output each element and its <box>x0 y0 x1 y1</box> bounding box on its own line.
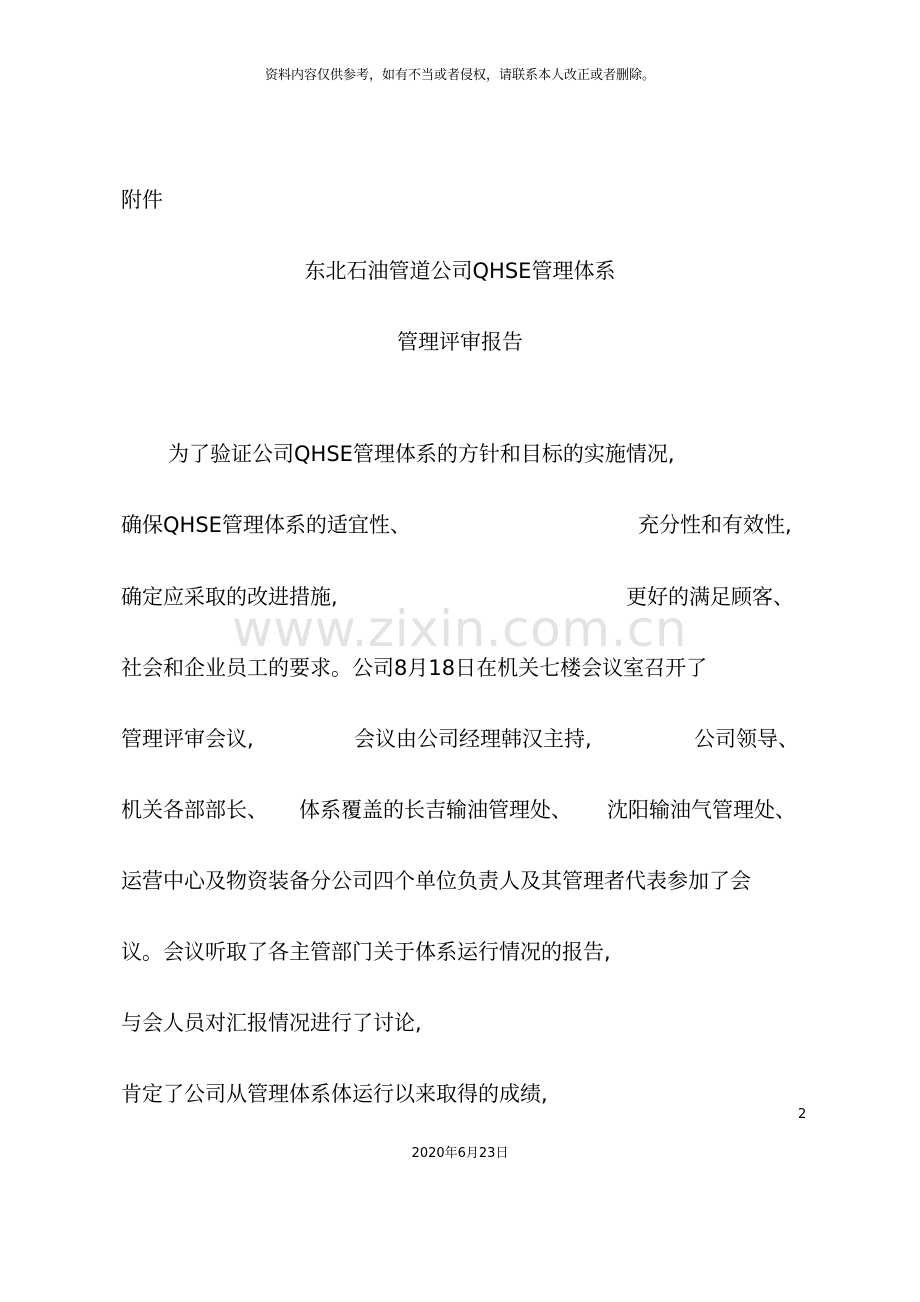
body-line-5a: 管理评审会议, <box>121 727 254 751</box>
body-line-6a: 机关各部部长、 <box>121 798 268 822</box>
body-line-10: 肯定了公司从管理体系体运行以来取得的成绩, <box>121 1082 548 1106</box>
body-line-8: 议。会议听取了各主管部门关于体系运行情况的报告, <box>121 940 611 964</box>
body-line-9: 与会人员对汇报情况进行了讨论, <box>121 1011 422 1035</box>
document-title: 东北石油管道公司QHSE管理体系 <box>304 259 616 283</box>
body-line-3a: 确定应采取的改进措施, <box>121 585 338 609</box>
body-line-5c: 公司领导、 <box>694 727 799 751</box>
body-line-6c: 沈阳输油气管理处、 <box>607 798 796 822</box>
body-line-1: 为了验证公司QHSE管理体系的方针和目标的实施情况, <box>168 442 675 466</box>
body-line-3b: 更好的满足顾客、 <box>626 585 794 609</box>
body-line-4: 社会和企业员工的要求。公司8月18日在机关七楼会议室召开了 <box>121 656 708 680</box>
watermark: www.zixin.com.cn <box>232 600 688 658</box>
attachment-label: 附件 <box>121 188 163 212</box>
body-line-7: 运营中心及物资装备分公司四个单位负责人及其管理者代表参加了会 <box>121 869 751 893</box>
body-line-5b: 会议由公司经理韩汉主持, <box>354 727 592 751</box>
footer-date: 2020年6月23日 <box>411 1146 509 1161</box>
document-subtitle: 管理评审报告 <box>397 330 523 354</box>
body-line-2a: 确保QHSE管理体系的适宜性、 <box>121 513 411 537</box>
page-number: 2 <box>798 1107 807 1122</box>
body-line-6b: 体系覆盖的长吉输油管理处、 <box>299 798 572 822</box>
body-line-2b: 充分性和有效性, <box>638 513 792 537</box>
disclaimer-header: 资料内容仅供参考，如有不当或者侵权，请联系本人改正或者删除。 <box>264 68 655 83</box>
